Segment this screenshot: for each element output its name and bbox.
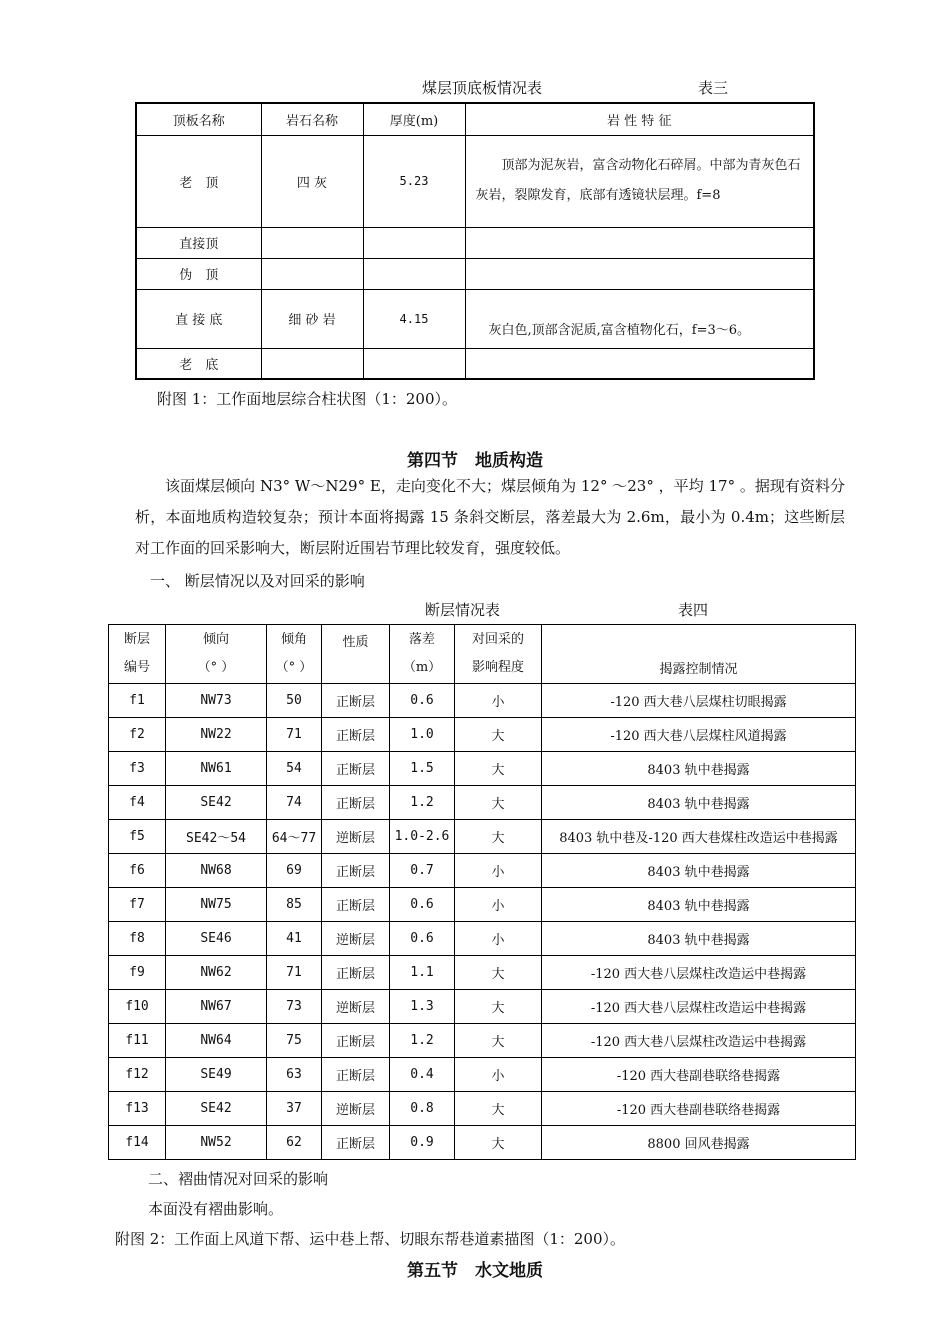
cell-impact: 小 xyxy=(455,854,542,888)
cell-exposure: -120 西大巷八层煤柱改造运中巷揭露 xyxy=(542,990,856,1024)
cell-throw: 1.2 xyxy=(390,1024,455,1058)
cell-dip-angle: 37 xyxy=(267,1092,322,1126)
cell-throw: 1.2 xyxy=(390,786,455,820)
header-exposure: 揭露控制情况 xyxy=(542,625,856,684)
table-row xyxy=(136,258,814,289)
cell-nature: 正断层 xyxy=(322,786,390,820)
section-heading-geology: 第四节 地质构造 xyxy=(407,451,543,471)
geology-paragraph: 该面煤层倾向 N3° W～N29° E，走向变化不大；煤层倾角为 12° ～23° ，平均 17° 。据现有资料分析，本面地质构造较复杂；预计本面将揭露 15 条斜交断层，落差最大为 2.6m，最小为 0.4m；这些断层对工作面的回采影响大，断层附近围岩节理比较发育，强度较低。 xyxy=(135,477,845,557)
cell-features: 顶部为泥灰岩，富含动物化石碎屑。中部为青灰色石灰岩，裂隙发育，底部有透镜状层理。f=8 xyxy=(465,135,814,227)
cell-throw: 0.7 xyxy=(390,854,455,888)
cell-impact: 小 xyxy=(455,922,542,956)
cell-dip-direction: NW64 xyxy=(166,1024,267,1058)
table-row xyxy=(109,820,856,854)
subheading-faults: 一、 断层情况以及对回采的影响 xyxy=(150,572,365,590)
table3-title: 煤层顶底板情况表 xyxy=(422,79,543,97)
table-row xyxy=(109,1024,856,1058)
header-cell: 岩石名称 xyxy=(261,103,363,135)
cell-rock-name xyxy=(261,258,363,289)
cell-roof-name: 老 底 xyxy=(136,348,261,379)
cell-impact: 大 xyxy=(455,820,542,854)
cell-roof-name: 直接顶 xyxy=(136,227,261,258)
cell-dip-angle: 62 xyxy=(267,1126,322,1160)
cell-dip-direction: NW61 xyxy=(166,752,267,786)
header-cell: 厚度(m) xyxy=(363,103,465,135)
cell-thickness xyxy=(363,348,465,379)
cell-impact: 大 xyxy=(455,752,542,786)
cell-rock-name xyxy=(261,348,363,379)
cell-exposure: 8403 轨中巷揭露 xyxy=(542,922,856,956)
cell-impact: 大 xyxy=(455,1024,542,1058)
header-dip-angle: 倾角 （° ） xyxy=(267,625,322,684)
cell-dip-direction: NW22 xyxy=(166,718,267,752)
cell-impact: 小 xyxy=(455,1058,542,1092)
cell-fault-id: f3 xyxy=(109,752,166,786)
section-heading-hydrogeology: 第五节 水文地质 xyxy=(407,1261,543,1281)
cell-thickness: 5.23 xyxy=(363,135,465,227)
cell-dip-angle: 75 xyxy=(267,1024,322,1058)
cell-dip-angle: 41 xyxy=(267,922,322,956)
cell-dip-angle: 54 xyxy=(267,752,322,786)
cell-thickness xyxy=(363,227,465,258)
cell-nature: 正断层 xyxy=(322,718,390,752)
cell-throw: 0.4 xyxy=(390,1058,455,1092)
cell-dip-direction: NW52 xyxy=(166,1126,267,1160)
cell-dip-angle: 63 xyxy=(267,1058,322,1092)
cell-dip-direction: NW73 xyxy=(166,684,267,718)
table-header-row xyxy=(136,103,814,135)
cell-fault-id: f5 xyxy=(109,820,166,854)
cell-fault-id: f9 xyxy=(109,956,166,990)
table-row xyxy=(109,786,856,820)
cell-impact: 大 xyxy=(455,786,542,820)
cell-dip-direction: SE46 xyxy=(166,922,267,956)
cell-dip-angle: 50 xyxy=(267,684,322,718)
table-row xyxy=(109,1126,856,1160)
cell-dip-direction: NW62 xyxy=(166,956,267,990)
cell-dip-direction: SE42 xyxy=(166,1092,267,1126)
table-row xyxy=(109,888,856,922)
cell-throw: 1.0 xyxy=(390,718,455,752)
table-header-row xyxy=(109,625,856,684)
cell-nature: 正断层 xyxy=(322,854,390,888)
cell-throw: 0.8 xyxy=(390,1092,455,1126)
table-row xyxy=(109,1058,856,1092)
header-dip-direction: 倾向 （° ） xyxy=(166,625,267,684)
cell-throw: 1.3 xyxy=(390,990,455,1024)
table-row xyxy=(109,956,856,990)
cell-throw: 0.6 xyxy=(390,888,455,922)
header-fault-id: 断层 编号 xyxy=(109,625,166,684)
cell-thickness xyxy=(363,258,465,289)
cell-throw: 0.6 xyxy=(390,922,455,956)
cell-nature: 正断层 xyxy=(322,684,390,718)
header-throw: 落差 （m） xyxy=(390,625,455,684)
cell-exposure: -120 西大巷副巷联络巷揭露 xyxy=(542,1092,856,1126)
table3-label: 表三 xyxy=(698,79,729,97)
cell-exposure: -120 西大巷八层煤柱切眼揭露 xyxy=(542,684,856,718)
table-row xyxy=(109,1092,856,1126)
cell-features xyxy=(465,258,814,289)
subheading-folds: 二、褶曲情况对回采的影响 xyxy=(148,1170,329,1188)
cell-fault-id: f7 xyxy=(109,888,166,922)
cell-dip-direction: SE49 xyxy=(166,1058,267,1092)
cell-throw: 0.9 xyxy=(390,1126,455,1160)
cell-rock-name: 细 砂 岩 xyxy=(261,289,363,348)
table-row xyxy=(136,135,814,227)
table-row xyxy=(109,990,856,1024)
cell-rock-name xyxy=(261,227,363,258)
cell-dip-angle: 64～77 xyxy=(267,820,322,854)
cell-exposure: 8403 轨中巷揭露 xyxy=(542,888,856,922)
cell-impact: 大 xyxy=(455,1126,542,1160)
cell-fault-id: f13 xyxy=(109,1092,166,1126)
cell-nature: 逆断层 xyxy=(322,922,390,956)
table-row xyxy=(136,289,814,348)
cell-fault-id: f8 xyxy=(109,922,166,956)
cell-exposure: -120 西大巷八层煤柱风道揭露 xyxy=(542,718,856,752)
folds-text: 本面没有褶曲影响。 xyxy=(148,1200,284,1218)
cell-exposure: 8403 轨中巷揭露 xyxy=(542,854,856,888)
header-cell: 岩 性 特 征 xyxy=(465,103,814,135)
cell-nature: 逆断层 xyxy=(322,820,390,854)
header-cell: 顶板名称 xyxy=(136,103,261,135)
cell-nature: 逆断层 xyxy=(322,1092,390,1126)
cell-nature: 正断层 xyxy=(322,888,390,922)
cell-throw: 0.6 xyxy=(390,684,455,718)
cell-exposure: 8800 回风巷揭露 xyxy=(542,1126,856,1160)
appendix-figure-1: 附图 1：工作面地层综合柱状图（1：200）。 xyxy=(157,390,457,408)
cell-exposure: -120 西大巷八层煤柱改造运中巷揭露 xyxy=(542,1024,856,1058)
cell-nature: 逆断层 xyxy=(322,990,390,1024)
cell-nature: 正断层 xyxy=(322,1126,390,1160)
header-nature: 性质 xyxy=(322,625,390,684)
cell-dip-angle: 74 xyxy=(267,786,322,820)
cell-dip-angle: 71 xyxy=(267,956,322,990)
table4-title: 断层情况表 xyxy=(425,601,501,619)
cell-roof-name: 伪 顶 xyxy=(136,258,261,289)
cell-exposure: -120 西大巷副巷联络巷揭露 xyxy=(542,1058,856,1092)
table-row xyxy=(136,348,814,379)
cell-impact: 大 xyxy=(455,718,542,752)
cell-exposure: 8403 轨中巷揭露 xyxy=(542,786,856,820)
cell-dip-direction: NW75 xyxy=(166,888,267,922)
cell-dip-direction: NW67 xyxy=(166,990,267,1024)
table-row xyxy=(109,752,856,786)
cell-nature: 正断层 xyxy=(322,956,390,990)
cell-fault-id: f14 xyxy=(109,1126,166,1160)
cell-fault-id: f2 xyxy=(109,718,166,752)
cell-throw: 1.5 xyxy=(390,752,455,786)
table-row xyxy=(109,718,856,752)
cell-throw: 1.0-2.6 xyxy=(390,820,455,854)
cell-dip-angle: 73 xyxy=(267,990,322,1024)
cell-impact: 大 xyxy=(455,1092,542,1126)
cell-fault-id: f10 xyxy=(109,990,166,1024)
cell-fault-id: f11 xyxy=(109,1024,166,1058)
cell-dip-angle: 69 xyxy=(267,854,322,888)
cell-fault-id: f1 xyxy=(109,684,166,718)
cell-roof-name: 直 接 底 xyxy=(136,289,261,348)
cell-thickness: 4.15 xyxy=(363,289,465,348)
cell-dip-angle: 71 xyxy=(267,718,322,752)
header-impact: 对回采的 影响程度 xyxy=(455,625,542,684)
cell-fault-id: f12 xyxy=(109,1058,166,1092)
cell-rock-name: 四 灰 xyxy=(261,135,363,227)
cell-dip-direction: NW68 xyxy=(166,854,267,888)
cell-roof-name: 老 顶 xyxy=(136,135,261,227)
cell-exposure: -120 西大巷八层煤柱改造运中巷揭露 xyxy=(542,956,856,990)
cell-nature: 正断层 xyxy=(322,1024,390,1058)
cell-dip-angle: 85 xyxy=(267,888,322,922)
coal-seam-roof-floor-table xyxy=(135,102,815,380)
fault-table xyxy=(108,624,856,1160)
table-row xyxy=(109,922,856,956)
cell-exposure: 8403 轨中巷及-120 西大巷煤柱改造运中巷揭露 xyxy=(542,820,856,854)
cell-nature: 正断层 xyxy=(322,752,390,786)
table-row xyxy=(136,227,814,258)
table-row xyxy=(109,684,856,718)
cell-nature: 正断层 xyxy=(322,1058,390,1092)
cell-impact: 大 xyxy=(455,990,542,1024)
cell-dip-direction: SE42 xyxy=(166,786,267,820)
cell-features xyxy=(465,227,814,258)
cell-features: 灰白色,顶部含泥质,富含植物化石，f=3～6。 xyxy=(465,289,814,348)
cell-impact: 小 xyxy=(455,684,542,718)
cell-fault-id: f6 xyxy=(109,854,166,888)
cell-exposure: 8403 轨中巷揭露 xyxy=(542,752,856,786)
cell-fault-id: f4 xyxy=(109,786,166,820)
cell-dip-direction: SE42～54 xyxy=(166,820,267,854)
cell-impact: 大 xyxy=(455,956,542,990)
table4-label: 表四 xyxy=(678,601,709,619)
cell-features xyxy=(465,348,814,379)
cell-throw: 1.1 xyxy=(390,956,455,990)
cell-impact: 小 xyxy=(455,888,542,922)
table-row xyxy=(109,854,856,888)
appendix-figure-2: 附图 2：工作面上风道下帮、运中巷上帮、切眼东帮巷道素描图（1：200）。 xyxy=(115,1230,625,1248)
